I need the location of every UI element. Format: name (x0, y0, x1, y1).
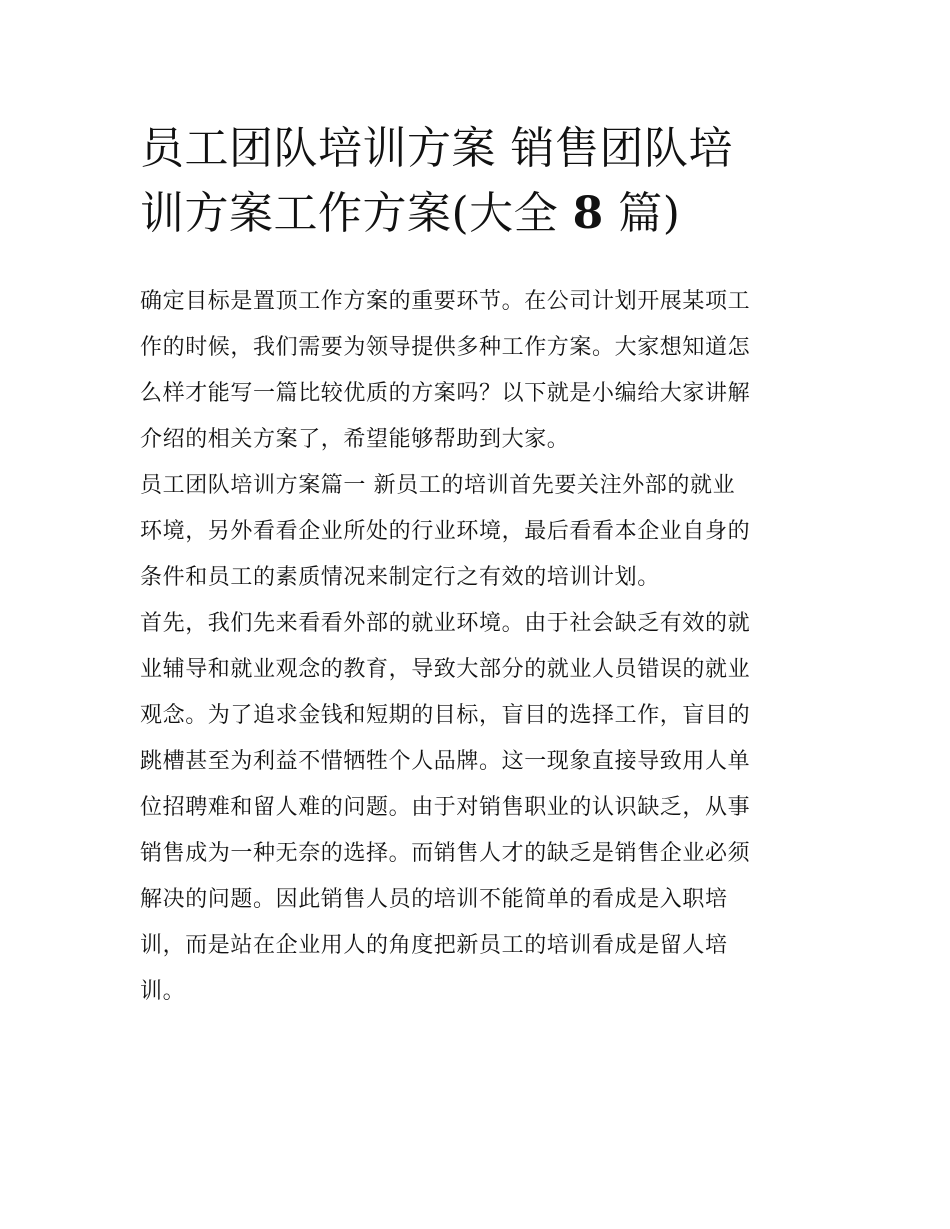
paragraph-line: 销售成为一种无奈的选择。而销售人才的缺乏是销售企业必须 (140, 841, 751, 866)
paragraph-line: 位招聘难和留人难的问题。由于对销售职业的认识缺乏，从事 (140, 795, 751, 820)
document-body (140, 279, 820, 1015)
paragraph-line: 作的时候，我们需要为领导提供多种工作方案。大家想知道怎 (140, 335, 751, 360)
paragraph-line: 介绍的相关方案了，希望能够帮助到大家。 (140, 427, 570, 452)
paragraph-line: 训，而是站在企业用人的角度把新员工的培训看成是留人培 (140, 933, 728, 958)
paragraph-line: 确定目标是置顶工作方案的重要环节。在公司计划开展某项工 (140, 289, 751, 314)
paragraph-section-one (140, 463, 820, 601)
title-line-2 (140, 181, 820, 246)
title-line-1: 员工团队培训方案 销售团队培 (140, 123, 733, 174)
paragraph-environment (140, 601, 820, 1015)
paragraph-line: 员工团队培训方案篇一 新员工的培训首先要关注外部的就业 (140, 473, 736, 498)
paragraph-line: 训。 (140, 979, 186, 1004)
paragraph-line: 解决的问题。因此销售人员的培训不能简单的看成是入职培 (140, 887, 728, 912)
paragraph-line: 观念。为了追求金钱和短期的目标，盲目的选择工作，盲目的 (140, 703, 751, 728)
paragraph-line: 条件和员工的素质情况来制定行之有效的培训计划。 (140, 565, 660, 590)
paragraph-line: 环境，另外看看企业所处的行业环境，最后看看本企业自身的 (140, 519, 751, 544)
paragraph-line: 业辅导和就业观念的教育，导致大部分的就业人员错误的就业 (140, 657, 751, 682)
paragraph-line: 么样才能写一篇比较优质的方案吗？以下就是小编给大家讲解 (140, 381, 751, 406)
paragraph-intro (140, 279, 820, 463)
title-line-2-end: 篇) (618, 188, 681, 239)
paragraph-line: 首先，我们先来看看外部的就业环境。由于社会缺乏有效的就 (140, 611, 751, 636)
title-line-2-text: 训方案工作方案(大全 (140, 188, 559, 239)
document-title (140, 116, 820, 246)
title-number: 8 (572, 188, 604, 239)
paragraph-line: 跳槽甚至为利益不惜牺牲个人品牌。这一现象直接导致用人单 (140, 749, 751, 774)
